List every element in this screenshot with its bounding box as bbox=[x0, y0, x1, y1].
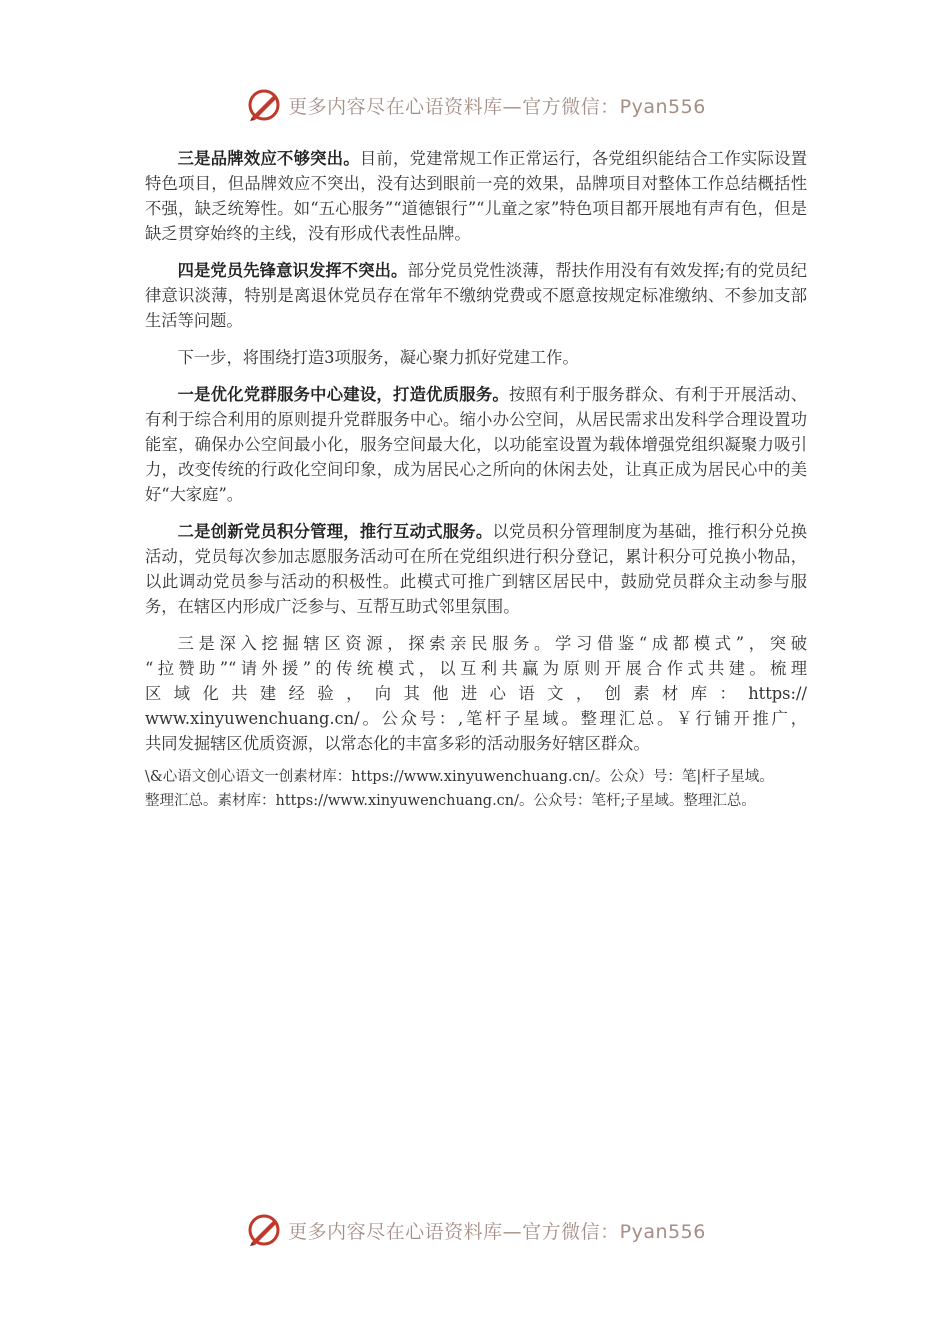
paragraph-5 bbox=[145, 519, 807, 619]
paragraph-6-line-4: www.xinyuwenchuang.cn/。公众号：,笔杆子星域。整理汇总。￥行铺开推广， bbox=[145, 709, 807, 728]
header-banner bbox=[0, 85, 950, 125]
document-body bbox=[145, 146, 807, 814]
paragraph-4 bbox=[145, 382, 807, 507]
paragraph-6-line-5: 共同发掘辖区优质资源，以常态化的丰富多彩的活动服务好辖区群众。 bbox=[145, 734, 650, 753]
paragraph-6-line-3: 区域化共建经验，向其他进心语文，创素材库：https:// bbox=[145, 684, 807, 703]
paragraph-2-lead: 四是党员先锋意识发挥不突出。 bbox=[177, 261, 408, 280]
paragraph-5-text: 以党员积分管理制度为基础，推行积分兑换活动，党员每次参加志愿服务活动可在所在党组织进行积分登记，累计积分可兑换小物品，以此调动党员参与活动的积极性。此模式可推广到辖区居民中，鼓励党员群众主动参与服务，在辖区内形成广泛参与、互帮互助式邻里氛围。 bbox=[145, 522, 807, 616]
pen-logo-icon bbox=[244, 1210, 284, 1250]
paragraph-1-lead: 三是品牌效应不够突出。 bbox=[177, 149, 360, 168]
header-banner-text: 更多内容尽在心语资料库—官方微信：Pyan556 bbox=[288, 95, 706, 118]
paragraph-6-line-1: 三是深入挖掘辖区资源，探索亲民服务。学习借鉴“成都模式”，突破 bbox=[177, 634, 807, 653]
footer-banner-text: 更多内容尽在心语资料库—官方微信：Pyan556 bbox=[288, 1220, 706, 1243]
paragraph-6 bbox=[145, 631, 807, 756]
paragraph-4-text: 按照有利于服务群众、有利于开展活动、有利于综合利用的原则提升党群服务中心。缩小办公空间，从居民需求出发科学合理设置功能室，确保办公空间最小化，服务空间最大化，以功能室设置为载体增强党组织凝聚力吸引力，改变传统的行政化空间印象，成为居民心之所向的休闲去处，让真正成为居民心中的美好“大家庭”。 bbox=[145, 385, 807, 504]
footer-banner bbox=[0, 1210, 950, 1250]
paragraph-1 bbox=[145, 146, 807, 246]
pen-logo-icon bbox=[244, 85, 284, 125]
paragraph-3 bbox=[145, 345, 807, 370]
paragraph-3-text: 下一步，将围绕打造3项服务，凝心聚力抓好党建工作。 bbox=[177, 348, 579, 367]
footer-text-line-1: \&心语文创心语文一创素材库：https://www.xinyuwenchuang.cn/。公众）号：笔|杆子星域。 bbox=[145, 769, 774, 785]
footer-text-line-2: 整理汇总。素材库：https://www.xinyuwenchuang.cn/。公众号：笔杆;子星域。整理汇总。 bbox=[145, 793, 756, 809]
paragraph-2-text: 部分党员党性淡薄，帮扶作用没有有效发挥;有的党员纪律意识淡薄，特别是离退休党员存在常年不缴纳党费或不愿意按规定标准缴纳、不参加支部生活等问题。 bbox=[145, 261, 807, 330]
paragraph-1-text: 目前，党建常规工作正常运行，各党组织能结合工作实际设置特色项目，但品牌效应不突出，没有达到眼前一亮的效果，品牌项目对整体工作总结概括性不强，缺乏统筹性。如“五心服务”“道德银行”“儿童之家”特色项目都开展地有声有色，但是缺乏贯穿始终的主线，没有形成代表性品牌。 bbox=[145, 149, 807, 243]
paragraph-4-lead: 一是优化党群服务中心建设，打造优质服务。 bbox=[177, 385, 509, 404]
paragraph-2 bbox=[145, 258, 807, 333]
paragraph-6-line-2: “拉赞助”“请外援”的传统模式，以互利共赢为原则开展合作式共建。梳理 bbox=[145, 659, 807, 678]
paragraph-5-lead: 二是创新党员积分管理，推行互动式服务。 bbox=[177, 522, 493, 541]
